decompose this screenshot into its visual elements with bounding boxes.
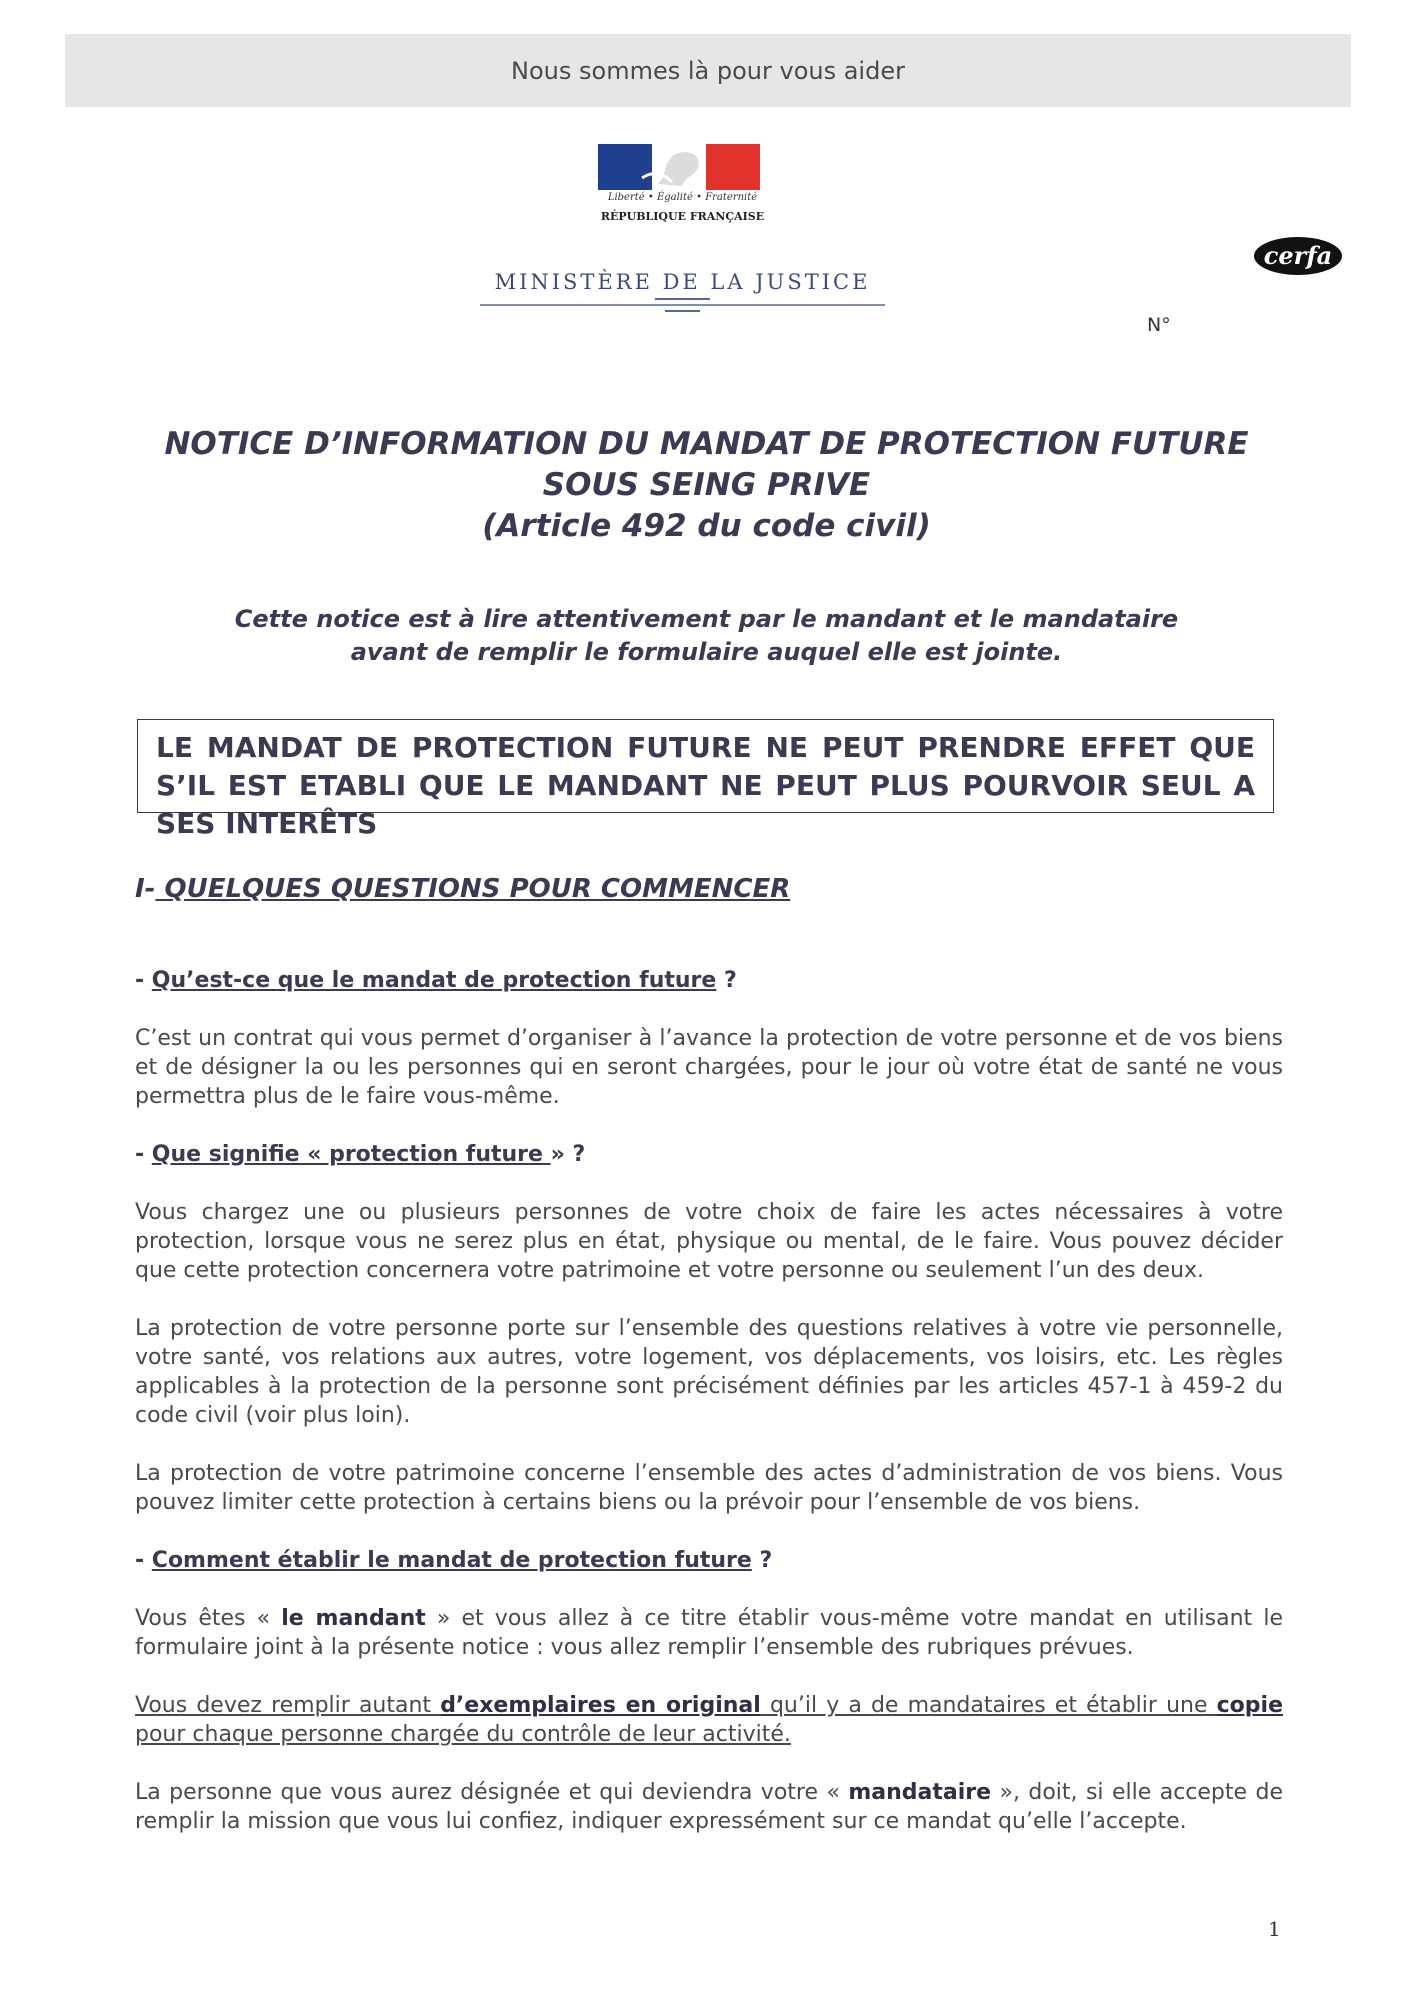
subtitle-line-1: Cette notice est à lire attentivement par le mandant et le mandataire bbox=[234, 605, 1179, 633]
bold-term-mandant: le mandant bbox=[281, 1606, 426, 1631]
question-3-text: Comment établir le mandat de protection future bbox=[151, 1548, 752, 1573]
help-banner bbox=[65, 34, 1351, 107]
question-mark: » ? bbox=[550, 1142, 586, 1167]
ministry-underline-icon bbox=[480, 295, 885, 325]
title-line-2: SOUS SEING PRIVE bbox=[542, 467, 871, 503]
title-line-1: NOTICE D’INFORMATION DU MANDAT DE PROTECTION FUTURE bbox=[164, 426, 1249, 462]
page-title bbox=[100, 424, 1313, 547]
question-dash: - bbox=[135, 1142, 152, 1167]
section-1-content bbox=[135, 966, 1283, 1865]
section-1-heading: QUELQUES QUESTIONS POUR COMMENCER bbox=[155, 874, 791, 904]
cerfa-label: cerfa bbox=[1263, 241, 1333, 270]
text-run: Vous êtes « bbox=[135, 1606, 282, 1631]
question-2-text: Que signifie « protection future bbox=[151, 1142, 551, 1167]
section-1-prefix: I- bbox=[135, 874, 156, 904]
question-1-answer: C’est un contrat qui vous permet d’organiser à l’avance la protection de votre personne et de vos biens et de désigner la ou les personnes qui en seront chargées, pour le jour où votre état de santé ne vous permettra plus de le faire vous-même. bbox=[135, 1026, 1283, 1109]
text-run: » et vous allez à ce titre établir vous-même votre mandat en utilisant le formulaire joint à la présente notice : vous allez remplir l’ensemble des rubriques prévues. bbox=[135, 1606, 1283, 1660]
question-3-paragraph-2 bbox=[135, 1691, 1283, 1749]
text-run: », doit, si elle accepte de remplir la mission que vous lui confiez, indiquer expressément sur ce mandat qu’elle l’accepte. bbox=[135, 1780, 1283, 1834]
question-2-paragraph-1: Vous chargez une ou plusieurs personnes de votre choix de faire les actes nécessaires à votre protection, lorsque vous ne serez plus en état, physique ou mental, de le faire. Vous pouvez décider que cette protection concernera votre patrimoine et votre personne ou seulement l’un des deux. bbox=[135, 1200, 1283, 1283]
question-mark: ? bbox=[716, 968, 737, 993]
page-subtitle bbox=[150, 603, 1263, 669]
warning-box: LE MANDAT DE PROTECTION FUTURE NE PEUT PRENDRE EFFET QUE S’IL EST ETABLI QUE LE MANDANT NE PEUT PLUS POURVOIR SEUL A SES INTERÊTS bbox=[137, 719, 1274, 813]
subtitle-line-2: avant de remplir le formulaire auquel elle est jointe. bbox=[350, 638, 1063, 666]
marianne-flag-icon bbox=[598, 144, 760, 190]
ministry-name: MINISTÈRE DE LA JUSTICE bbox=[494, 270, 871, 294]
section-1-title bbox=[135, 874, 790, 904]
ministry-logo bbox=[480, 140, 885, 310]
question-3-paragraph-3 bbox=[135, 1778, 1283, 1836]
text-run: pour chaque personne chargée du contrôle de leur activité. bbox=[135, 1722, 791, 1747]
question-2 bbox=[135, 1140, 1283, 1169]
help-text: Nous sommes là pour vous aider bbox=[511, 56, 905, 85]
question-1-text: Qu’est-ce que le mandat de protection future bbox=[151, 968, 717, 993]
text-run: Vous devez remplir autant bbox=[135, 1693, 441, 1718]
bold-term-mandataire: mandataire bbox=[848, 1780, 992, 1805]
bold-term-originals: d’exemplaires en original bbox=[440, 1693, 761, 1718]
question-2-paragraph-3: La protection de votre patrimoine concerne l’ensemble des actes d’administration de vos biens. Vous pouvez limiter cette protection à certains biens ou la prévoir pour l’ensemble de vos biens. bbox=[135, 1461, 1283, 1515]
text-run: La personne que vous aurez désignée et qui deviendra votre « bbox=[135, 1780, 849, 1805]
question-3 bbox=[135, 1546, 1283, 1575]
title-line-3: (Article 492 du code civil) bbox=[482, 508, 931, 544]
question-mark: ? bbox=[751, 1548, 773, 1573]
question-2-paragraph-2: La protection de votre personne porte sur l’ensemble des questions relatives à votre vie personnelle, votre santé, vos relations aux autres, votre logement, vos déplacements, vos loisirs, etc. Les règles applicables à la protection de la personne sont précisément définies par les articles 457-1 à 459-2 du code civil (voir plus loin). bbox=[135, 1316, 1283, 1428]
page-number: 1 bbox=[1268, 1917, 1281, 1941]
question-1 bbox=[135, 966, 1283, 995]
question-dash: - bbox=[135, 968, 152, 993]
cerfa-logo bbox=[1253, 236, 1343, 276]
question-dash: - bbox=[135, 1548, 152, 1573]
republic-motto: Liberté • Égalité • Fraternité bbox=[607, 192, 758, 203]
question-3-paragraph-1 bbox=[135, 1604, 1283, 1662]
text-run: qu’il y a de mandataires et établir une bbox=[760, 1693, 1217, 1718]
bold-term-copie: copie bbox=[1216, 1693, 1283, 1718]
form-number-label: N° bbox=[1147, 314, 1171, 336]
republique-francaise-label: RÉPUBLIQUE FRANÇAISE bbox=[600, 210, 765, 223]
